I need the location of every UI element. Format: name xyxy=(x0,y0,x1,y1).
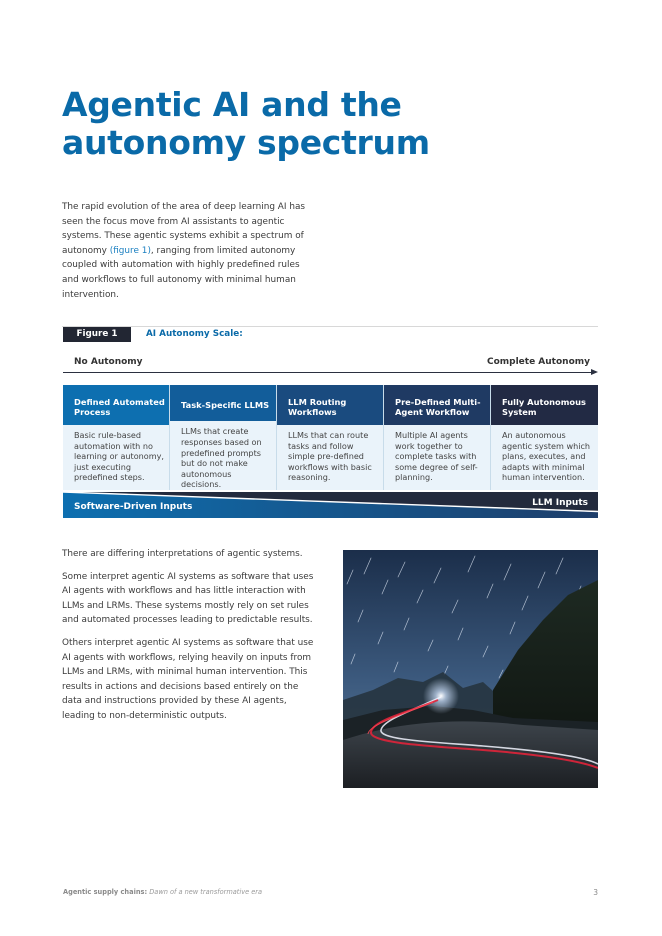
footer-publication-subtitle: Dawn of a new transformative era xyxy=(149,888,263,896)
stage-title: Defined Automated Process xyxy=(63,385,169,425)
body-paragraph-2: Some interpret agentic AI systems as software that uses AI agents with workflows and has little interaction with LLMs and LRMs. These systems mostly rely on set rules and automated processes leading to predictable results. xyxy=(62,571,314,626)
intro-text-end: , ranging from limited autonomy coupled with automation with highly predefined rules and workflows to full autonomy with minimal human intervention. xyxy=(62,245,300,300)
stage-title: Fully Autonomous System xyxy=(491,385,598,425)
footer-publication xyxy=(63,888,262,896)
arrow-right-icon xyxy=(591,369,598,375)
llm-inputs-label: LLM Inputs xyxy=(532,498,588,508)
body-paragraph-1: There are differing interpretations of agentic systems. xyxy=(62,549,303,559)
stage-description: LLMs that can route tasks and follow simple pre-defined workflows with basic reasoning. xyxy=(277,425,383,490)
figure-caption: AI Autonomy Scale: xyxy=(146,329,243,339)
inputs-gradient-bar xyxy=(63,492,598,518)
intro-paragraph xyxy=(62,200,308,302)
figure-reference-link[interactable]: (figure 1) xyxy=(109,245,151,256)
stage-task-specific-llms xyxy=(170,385,277,490)
star-trail-road-image xyxy=(343,550,598,788)
page-number: 3 xyxy=(593,888,598,897)
night-road-photo xyxy=(343,550,598,788)
stage-title: LLM Routing Workflows xyxy=(277,385,383,425)
stage-title: Task-Specific LLMS xyxy=(170,385,276,421)
headlight-glow xyxy=(423,678,459,714)
axis-label-complete-autonomy: Complete Autonomy xyxy=(486,357,590,367)
body-paragraph-3: Others interpret agentic AI systems as software that use AI agents with workflows, relying heavily on inputs from LLMs and LRMs, with minimal human intervention. This results in actions and decisions based entirely on the data and instructions provided by these AI agents, leading to non-deterministic outputs. xyxy=(62,637,314,721)
stage-description: An autonomous agentic system which plans, executes, and adapts with minimal human intervention. xyxy=(491,425,598,490)
stage-title: Pre-Defined Multi-Agent Workflow xyxy=(384,385,490,425)
figure-label: Figure 1 xyxy=(63,327,131,342)
stage-description: LLMs that create responses based on predefined prompts but do not make autonomous decisions. xyxy=(170,421,276,490)
page-title: Agentic AI and the autonomy spectrum xyxy=(62,85,430,162)
figure-divider xyxy=(62,326,598,327)
autonomy-axis-line xyxy=(63,372,593,373)
software-driven-inputs-label: Software-Driven Inputs xyxy=(74,502,193,512)
stage-defined-automated-process xyxy=(63,385,170,490)
intro-text-start: The rapid evolution of the area of deep learning AI has seen the focus move from AI assistants to agentic systems. These agentic systems exhibit a spectrum of autonomy xyxy=(62,202,306,256)
stage-llm-routing-workflows xyxy=(277,385,384,490)
axis-label-no-autonomy: No Autonomy xyxy=(74,357,143,367)
body-text xyxy=(62,547,320,732)
stage-description: Basic rule-based automation with no learning or autonomy, just executing predefined steps. xyxy=(63,425,169,490)
footer-publication-title: Agentic supply chains: xyxy=(63,888,148,896)
stage-pre-defined-multi-agent-workflow xyxy=(384,385,491,490)
stage-fully-autonomous-system xyxy=(491,385,598,490)
stage-description: Multiple AI agents work together to complete tasks with some degree of self-planning. xyxy=(384,425,490,490)
autonomy-stages xyxy=(63,385,598,490)
